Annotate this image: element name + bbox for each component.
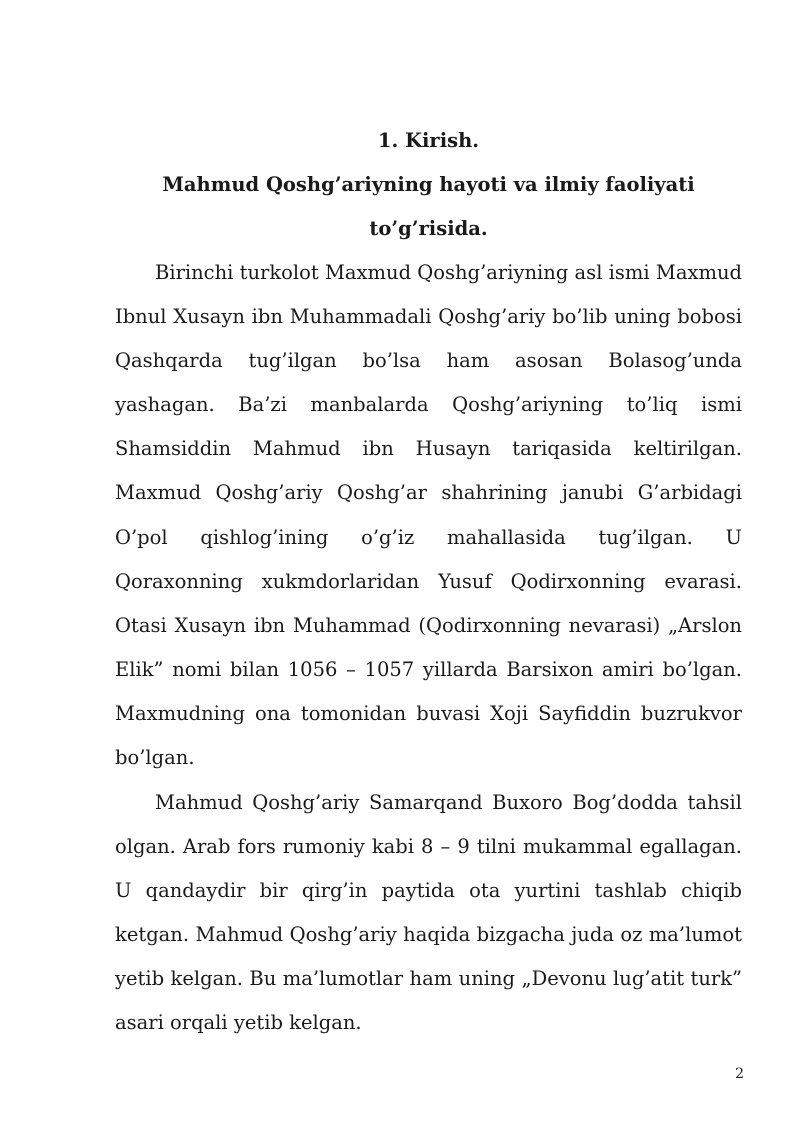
paragraph: Mahmud Qoshg’ariy Samarqand Buxoro Bog’dodda tahsil olgan. Arab fors rumoniy kabi 8 – 9 tilni mukammal egallagan. U qandaydir bir qirg’in paytida ota yurtini tashlab chiqib ketgan. Mahmud Qoshg’ariy haqida bizgacha juda oz ma’lumot yetib kelgan. Bu ma’lumotlar ham uning „Devonu lug’atit turk” asari orqali yetib kelgan.: [115, 791, 742, 1035]
paragraph: Birinchi turkolot Maxmud Qoshg’ariyning asl ismi Maxmud Ibnul Xusayn ibn Muhammadali Qoshg’ariy bo’lib uning bobosi Qashqarda tug’ilgan bo’lsa ham asosan Bolasog’unda yashagan. Ba’zi manbalarda Qoshg’ariyning to’liq ismi Shamsiddin Mahmud ibn Husayn tariqasida keltirilgan. Maxmud Qoshg’ariy Qoshg’ar shahrining janubi G’arbidagi O’pol qishlog’ining o’g’iz mahallasida tug’ilgan. U Qoraxonning xukmdorlaridan Yusuf Qodirxonning evarasi. Otasi Xusayn ibn Muhammad (Qodirxonning nevarasi) „Arslon Elik” nomi bilan 1056 – 1057 yillarda Barsixon amiri bo’lgan. Maxmudning ona tomonidan buvasi Xoji Sayfiddin buzrukvor bo’lgan.: [115, 261, 742, 770]
title-line-2: to’g’risida.: [369, 217, 488, 240]
section-heading: 1. Kirish.: [377, 129, 480, 152]
title-line-1: Mahmud Qoshg’ariyning hayoti va ilmiy faoliyati: [162, 173, 695, 196]
page-number: 2: [735, 1066, 744, 1082]
